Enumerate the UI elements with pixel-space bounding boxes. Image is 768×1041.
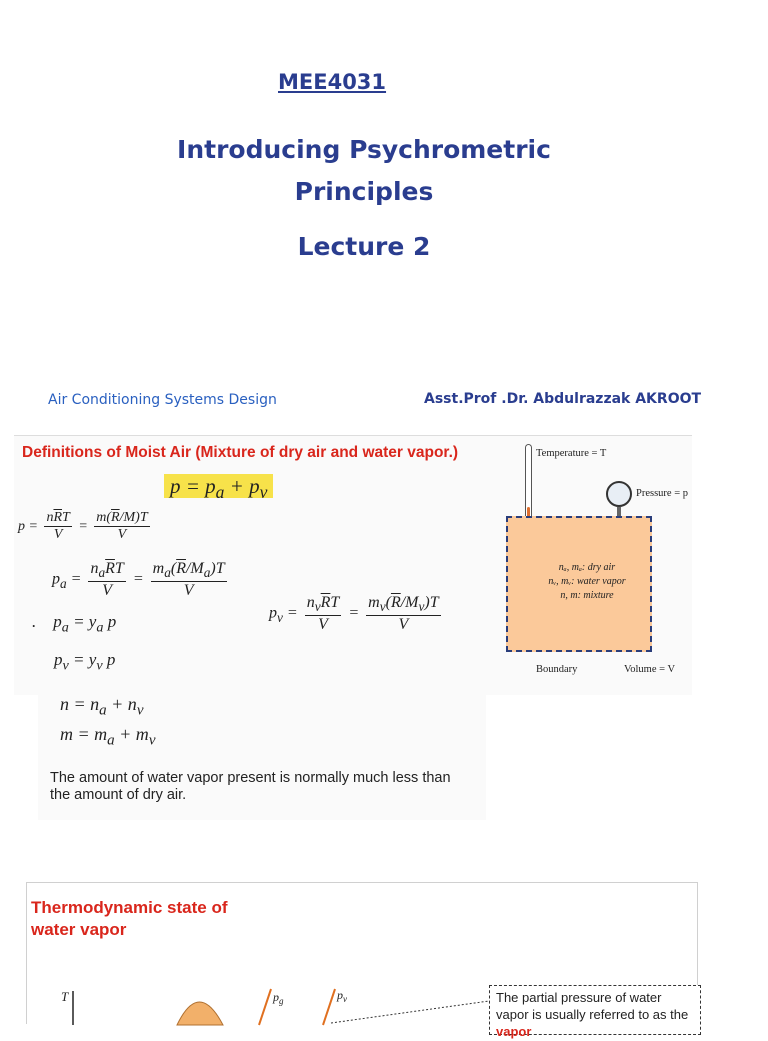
author-name: Asst.Prof .Dr. Abdulrazzak AKROOT: [424, 391, 702, 407]
temperature-label: Temperature = T: [536, 448, 607, 459]
mixture-vessel: [506, 516, 652, 652]
vapor-amount-note: The amount of water vapor present is normally much less than the amount of dry air.: [50, 770, 451, 804]
slide-mole-mass-sums: [38, 692, 486, 820]
dry-air-label: nₐ, mₐ: dry air: [558, 562, 616, 573]
saturation-dome: [177, 1002, 223, 1025]
pressure-gauge-icon: [606, 481, 632, 507]
ts-diagram: [27, 883, 497, 1025]
partial-pressure-callout: [489, 985, 701, 1039]
callout-vapor: vapor: [496, 1023, 532, 1039]
slide3-heading: Thermodynamic state of water vapor: [31, 898, 228, 940]
pv-isobar: [323, 989, 335, 1025]
pressure-label: Pressure = p: [636, 488, 688, 499]
boundary-label: Boundary: [536, 664, 578, 675]
equation-mole-sum: $n = n_a + n_v$: [60, 694, 144, 719]
equation-dry-air-mole-fraction: . $p_a = y_a$ p: [32, 612, 117, 636]
slide-thermodynamic-state: [26, 882, 698, 1039]
slide1-heading: Definitions of Moist Air (Mixture of dry air and water vapor.): [22, 444, 459, 461]
callout-leader: [331, 1001, 489, 1023]
callout-text: The partial pressure of water vapor is usually referred to as the: [496, 990, 689, 1022]
pg-isobar: [259, 989, 271, 1025]
equation-dry-air-pressure: $p_a$ = $\frac{n_a\overline{R}T}{V}$ = $\frac{m_a(\overline{R}/M_a)T}{V}$: [52, 560, 225, 599]
title-line-2: Principles: [294, 177, 434, 206]
equation-dalton: $p = p_a + p_v$: [164, 474, 273, 503]
water-vapor-label: nᵥ, mᵥ: water vapor: [548, 576, 626, 587]
title-line-1: Introducing Psychrometric: [177, 135, 551, 164]
course-code: MEE4031: [278, 70, 387, 94]
equation-vapor-pressure: $p_v$ = $\frac{n_v\overline{R}T}{V}$ = $\frac{m_v(\overline{R}/M_v)T}{V}$: [269, 594, 439, 633]
mixture-label: n, m: mixture: [560, 590, 614, 601]
t-axis-label: T: [61, 989, 69, 1004]
course-subject: Air Conditioning Systems Design: [48, 392, 277, 408]
volume-label: Volume = V: [624, 664, 676, 675]
equation-ideal-gas-mixture: p = $\frac{n\overline{R}T}{V}$ = $\frac{m(\overline{R}/M)T}{V}$: [18, 510, 148, 543]
equation-mass-sum: $m = m_a + m_v$: [60, 724, 156, 749]
equation-vapor-mole-fraction: $p_v = y_v$ p: [54, 650, 116, 674]
pg-label: $p_g$: [273, 990, 284, 1006]
lecture-number: Lecture 2: [297, 232, 431, 261]
slide-moist-air-definitions: [14, 435, 692, 695]
pv-label: $p_v$: [337, 988, 347, 1004]
